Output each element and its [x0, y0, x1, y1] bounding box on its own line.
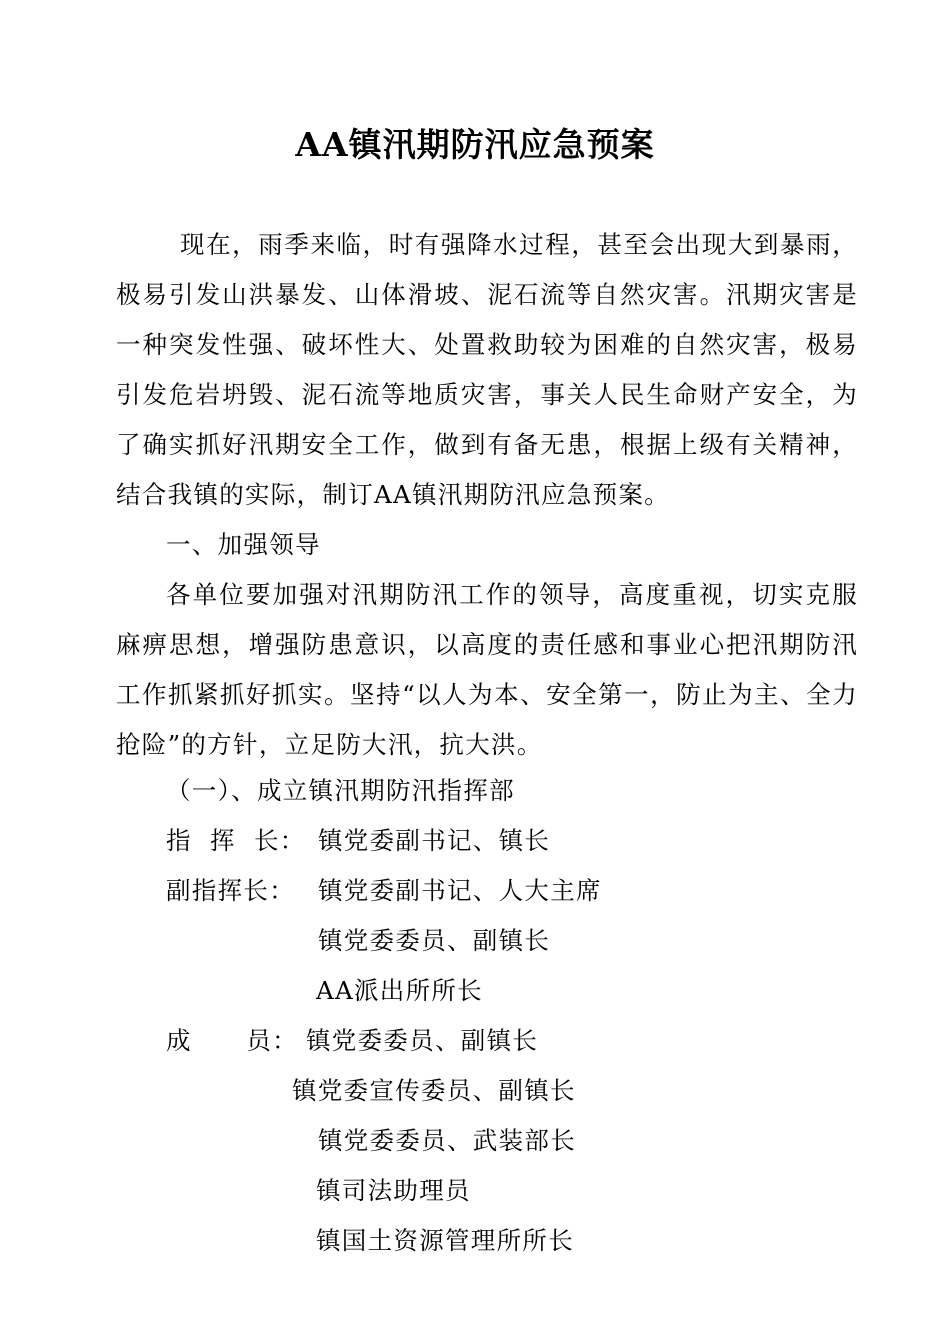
- document-title: AA镇汛期防汛应急预案: [295, 125, 655, 164]
- deputy-commander-value: 镇党委副书记、人大主席: [318, 876, 602, 905]
- deputy-commander-value: AA派出所所长: [316, 976, 483, 1005]
- commander-label: 指 挥 长：: [166, 826, 306, 855]
- deputy-commander-label: 副指挥长：: [166, 876, 295, 905]
- deputy-commander-value: 镇党委委员、副镇长: [318, 926, 551, 955]
- commander-value: 镇党委副书记、镇长: [318, 826, 551, 855]
- member-value: 镇司法助理员: [316, 1176, 471, 1205]
- intro-paragraph: 现在，雨季来临，时有强降水过程，甚至会出现大到暴雨，极易引发山洪暴发、山体滑坡、泥石流等自然灾害。汛期灾害是一种突发性强、破坏性大、处置救助较为困难的自然灾害，极易引发危岩坍毁、泥石流等地质灾害，事关人民生命财产安全，为了确实抓好汛期安全工作，做到有备无患，根据上级有关精神，结合我镇的实际，制订AA镇汛期防汛应急预案。: [116, 230, 858, 509]
- member-value: 镇党委委员、武装部长: [318, 1126, 576, 1155]
- member-label: 成 员：: [166, 1026, 298, 1055]
- member-value: 镇国土资源管理所所长: [316, 1226, 574, 1255]
- member-value: 镇党委委员、副镇长: [306, 1026, 539, 1055]
- subsection-heading: （一）、成立镇汛期防汛指挥部: [166, 776, 515, 805]
- leadership-paragraph: 各单位要加强对汛期防汛工作的领导，高度重视，切实克服麻痹思想，增强防患意识，以高度的责任感和事业心把汛期防汛工作抓紧抓好抓实。坚持“以人为本、安全第一，防止为主、全力抢险”的方针，立足防大汛，抗大洪。: [116, 580, 858, 759]
- section-heading: 一、加强领导: [166, 530, 321, 559]
- member-value: 镇党委宣传委员、副镇长: [292, 1076, 576, 1105]
